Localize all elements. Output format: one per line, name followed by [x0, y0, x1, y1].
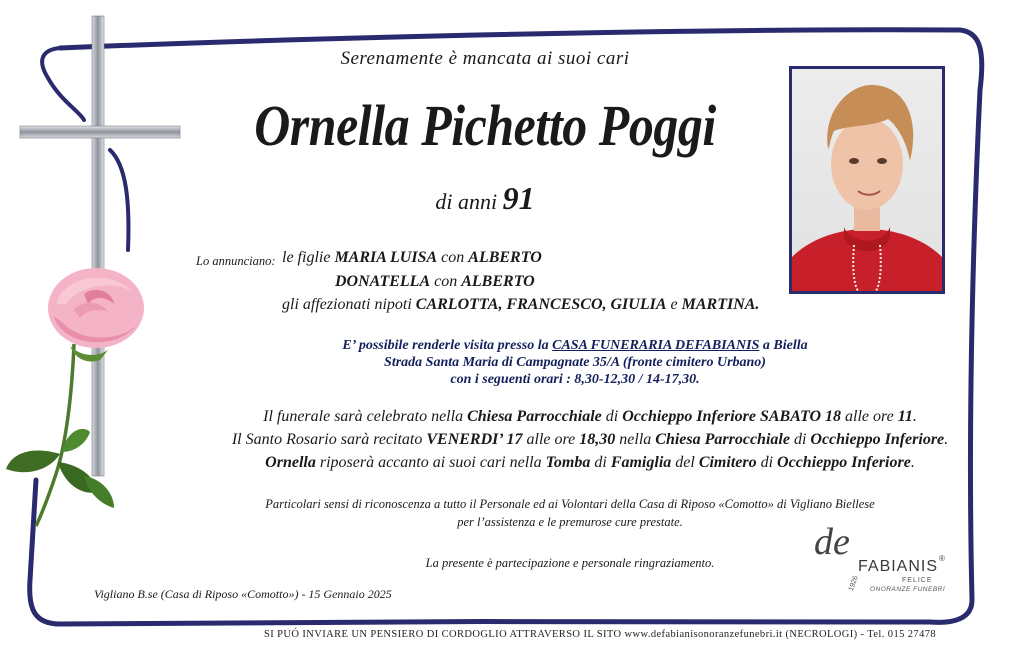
defabianis-logo	[814, 520, 954, 605]
thanks-line-1: Particolari sensi di riconoscenza a tutto il Personale ed ai Volontari della Casa di Riposo «Comotto» di Vigliano Biellese	[265, 497, 875, 511]
family-line-2	[335, 273, 535, 291]
announcement-label: Lo annunciano:	[196, 254, 276, 268]
visitation-text: E’ possibile renderle visita presso la	[342, 338, 549, 353]
age-prefix: di anni	[435, 189, 498, 214]
logo-script: de	[814, 521, 850, 563]
family-text: le figlie	[282, 249, 331, 266]
family-name: ALBERTO	[461, 273, 535, 290]
funeral-line-3: Ornella riposerà accanto ai suoi cari nella Tomba di Famiglia del Cimitero di Occhieppo Inferiore.	[265, 454, 915, 471]
notice-line: La presente è partecipazione e personale ringraziamento.	[425, 556, 715, 570]
rose-icon	[4, 264, 154, 529]
age-value: 91	[502, 180, 535, 216]
family-name: CARLOTTA, FRANCESCO, GIULIA	[415, 296, 667, 313]
family-name: MARIA LUISA	[334, 249, 438, 266]
visitation-line-1	[0, 338, 1024, 354]
visitation-text: a Biella	[762, 338, 808, 353]
family-line-3	[282, 296, 759, 314]
logo-name: FABIANIS	[858, 558, 939, 575]
portrait-image	[792, 69, 942, 291]
footer-contact: SI PUÓ INVIARE UN PENSIERO DI CORDOGLIO ATTRAVERSO IL SITO www.defabianisonoranzefunebri.it (NECROLOGI) - Tel. 015 27478	[263, 629, 937, 640]
family-line-1	[282, 249, 542, 267]
family-text: con	[434, 273, 458, 290]
funeral-home-link[interactable]: CASA FUNERARIA DEFABIANIS	[552, 338, 760, 353]
family-name: MARTINA.	[681, 296, 760, 313]
family-text: e	[670, 296, 678, 313]
logo-onoranze: ONORANZE FUNEBRI	[870, 586, 946, 593]
intro-line: Serenamente è mancata ai suoi cari	[340, 48, 630, 69]
family-name: ALBERTO	[468, 249, 542, 266]
logo-registered: ®	[939, 554, 945, 563]
thanks-line-2: per l’assistenza e le premurose cure prestate.	[457, 515, 683, 529]
portrait-photo	[789, 66, 945, 294]
place-date: Vigliano B.se (Casa di Riposo «Comotto») - 15 Gennaio 2025	[94, 587, 392, 601]
funeral-line-1: Il funerale sarà celebrato nella Chiesa Parrocchiale di Occhieppo Inferiore SABATO 18 alle ore 11.	[263, 408, 917, 425]
funeral-line-2: Il Santo Rosario sarà recitato VENERDI’ 17 alle ore 18,30 nella Chiesa Parrocchiale di Occhieppo Inferiore.	[231, 431, 949, 448]
family-text: gli affezionati nipoti	[282, 296, 412, 313]
visitation-line-2: Strada Santa Maria di Campagnate 35/A (fronte cimitero Urbano)	[384, 355, 766, 370]
logo-year: 1926	[847, 574, 860, 593]
logo-felice: FELICE	[902, 577, 933, 584]
visitation-line-3: con i seguenti orari : 8,30-12,30 / 14-17,30.	[450, 372, 700, 387]
family-name: DONATELLA	[335, 273, 431, 290]
family-text: con	[441, 249, 465, 266]
deceased-name: Ornella Pichetto Poggi	[254, 93, 716, 158]
